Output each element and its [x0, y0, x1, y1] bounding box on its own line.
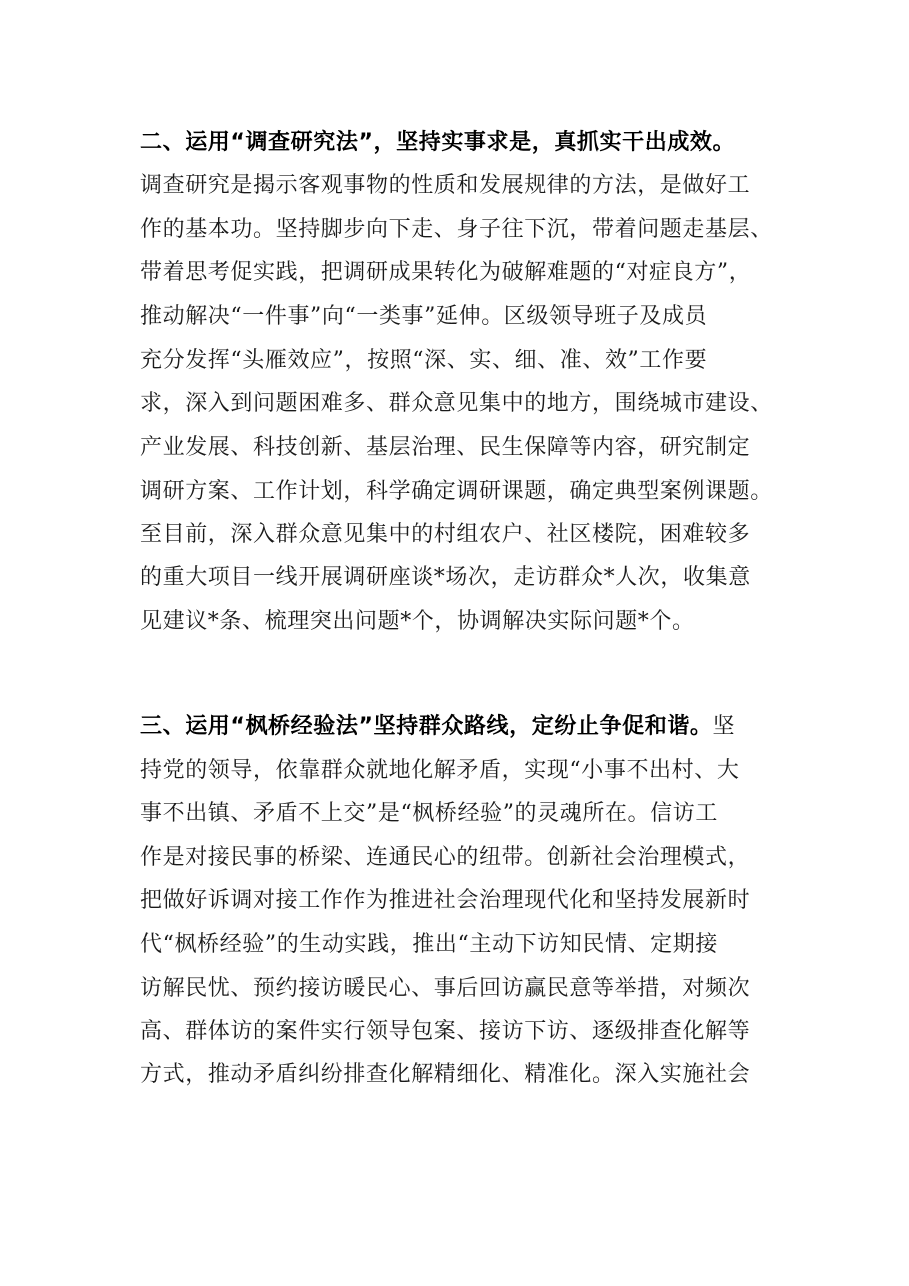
- section-3-line-1: 持党的领导，依靠群众就地化解矛盾，实现“小事不出村、大: [140, 758, 740, 783]
- section-2-line-4: 推动解决“一件事”向“一类事”延伸。区级领导班子及成员: [140, 304, 708, 329]
- section-3-line-5: 代“枫桥经验”的生动实践，推出“主动下访知民情、定期接: [140, 932, 718, 957]
- section-2-line-3: 带着思考促实践，把调研成果转化为破解难题的“对症良方”，: [140, 260, 752, 285]
- section-2-line-2: 作的基本功。坚持脚步向下走、身子往下沉，带着问题走基层、: [140, 217, 773, 242]
- section-3-line-3: 作是对接民事的桥梁、连通民心的纽带。创新社会治理模式，: [140, 845, 751, 870]
- section-2-line-7: 产业发展、科技创新、基层治理、民生保障等内容，研究制定: [140, 435, 751, 460]
- section-2-line-11: 见建议*条、梳理突出问题*个，协调解决实际问题*个。: [140, 609, 695, 634]
- section-3-line-8: 方式，推动矛盾纠纷排查化解精细化、精准化。深入实施社会: [140, 1062, 751, 1087]
- section-2-line-9: 至目前，深入群众意见集中的村组农户、社区楼院，困难较多: [140, 522, 751, 547]
- section-3-line-4: 把做好诉调对接工作作为推进社会治理现代化和坚持发展新时: [140, 888, 751, 913]
- section-3-line-6: 访解民忧、预约接访暖民心、事后回访赢民意等举措，对频次: [140, 976, 751, 1001]
- section-2-line-1: 调查研究是揭示客观事物的性质和发展规律的方法，是做好工: [140, 173, 751, 198]
- section-3-heading: 三、运用“枫桥经验法”坚持群众路线，定纷止争促和谐。: [140, 714, 713, 739]
- section-2-line-8: 调研方案、工作计划，科学确定调研课题，确定典型案例课题。: [140, 479, 773, 504]
- section-2-line-10: 的重大项目一线开展调研座谈*场次，走访群众*人次，收集意: [140, 565, 751, 590]
- section-2-line-6: 求，深入到问题困难多、群众意见集中的地方，围绕城市建设、: [140, 391, 773, 416]
- section-2-line-5: 充分发挥“头雁效应”，按照“深、实、细、准、效”工作要: [140, 348, 708, 373]
- section-3-line-2: 事不出镇、矛盾不上交”是“枫桥经验”的灵魂所在。信访工: [140, 801, 718, 826]
- section-3-line-7: 高、群体访的案件实行领导包案、接访下访、逐级排查化解等: [140, 1019, 751, 1044]
- section-3-heading-line: [140, 712, 735, 742]
- section-3-heading-tail: 坚: [712, 714, 736, 739]
- section-2-heading: 二、运用“调查研究法”，坚持实事求是，真抓实干出成效。: [140, 130, 736, 155]
